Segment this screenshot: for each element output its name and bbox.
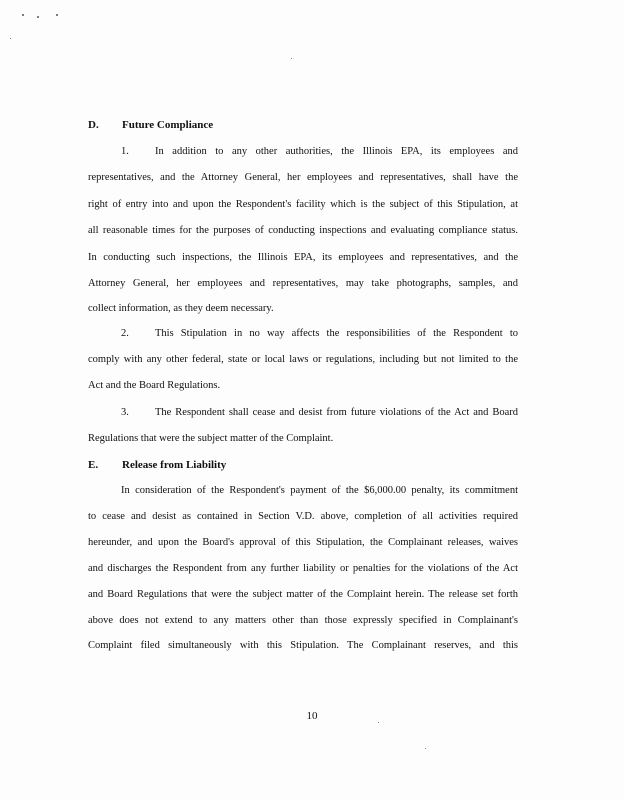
scan-speck bbox=[22, 14, 24, 16]
section-title: Release from Liability bbox=[122, 459, 227, 471]
paragraph-line: Act and the Board Regulations. bbox=[88, 380, 221, 391]
page-number: 10 bbox=[306, 710, 318, 722]
paragraph-line: In consideration of the Respondent's payment of the $6,000.00 penalty, its commitment bbox=[121, 485, 518, 496]
scan-speck bbox=[425, 748, 426, 749]
paragraph-line bbox=[121, 328, 518, 340]
paragraph-line: above does not extend to any matters other than those expressly specified in Complainant's bbox=[88, 615, 518, 626]
paragraph-line bbox=[121, 407, 518, 419]
paragraph-number: 2. bbox=[121, 328, 129, 339]
paragraph-line: Regulations that were the subject matter of the Complaint. bbox=[88, 433, 334, 444]
paragraph-line: In conducting such inspections, the Illinois EPA, its employees and representatives, and the bbox=[88, 252, 518, 263]
paragraph-line: comply with any other federal, state or local laws or regulations, including but not limited to the bbox=[88, 354, 518, 365]
section-letter: D. bbox=[88, 119, 99, 131]
section-letter: E. bbox=[88, 459, 99, 471]
paragraph-number: 1. bbox=[121, 146, 129, 157]
paragraph-line: and Board Regulations that were the subject matter of the Complaint herein. The release set forth bbox=[88, 589, 518, 600]
scan-speck bbox=[378, 722, 379, 723]
paragraph-line: all reasonable times for the purposes of conducting inspections and evaluating compliance status. bbox=[88, 225, 518, 236]
paragraph-line: and discharges the Respondent from any further liability or penalties for the violations of the Act bbox=[88, 563, 518, 574]
paragraph-line: hereunder, and upon the Board's approval of this Stipulation, the Complainant releases, waives bbox=[88, 537, 518, 548]
scan-speck bbox=[291, 58, 292, 59]
paragraph-text: The Respondent shall cease and desist from future violations of the Act and Board bbox=[155, 407, 518, 418]
paragraph-text: In addition to any other authorities, the Illinois EPA, its employees and bbox=[155, 146, 518, 157]
scan-speck bbox=[37, 16, 39, 18]
paragraph-number: 3. bbox=[121, 407, 129, 418]
paragraph-line: right of entry into and upon the Respondent's facility which is the subject of this Stipulation, at bbox=[88, 199, 518, 210]
paragraph-line: Complaint filed simultaneously with this Stipulation. The Complainant reserves, and this bbox=[88, 640, 518, 651]
paragraph-line: representatives, and the Attorney General, her employees and representatives, shall have the bbox=[88, 172, 518, 183]
section-e-heading bbox=[88, 459, 226, 471]
section-d-heading bbox=[88, 119, 213, 131]
paragraph-line: collect information, as they deem necessary. bbox=[88, 303, 274, 314]
scan-speck bbox=[56, 14, 58, 16]
scan-speck bbox=[10, 38, 11, 39]
section-title: Future Compliance bbox=[122, 119, 214, 131]
paragraph-line bbox=[121, 146, 518, 158]
paragraph-text: This Stipulation in no way affects the responsibilities of the Respondent to bbox=[155, 328, 518, 339]
paragraph-line: Attorney General, her employees and representatives, may take photographs, samples, and bbox=[88, 278, 518, 289]
paragraph-line: to cease and desist as contained in Section V.D. above, completion of all activities required bbox=[88, 511, 518, 522]
